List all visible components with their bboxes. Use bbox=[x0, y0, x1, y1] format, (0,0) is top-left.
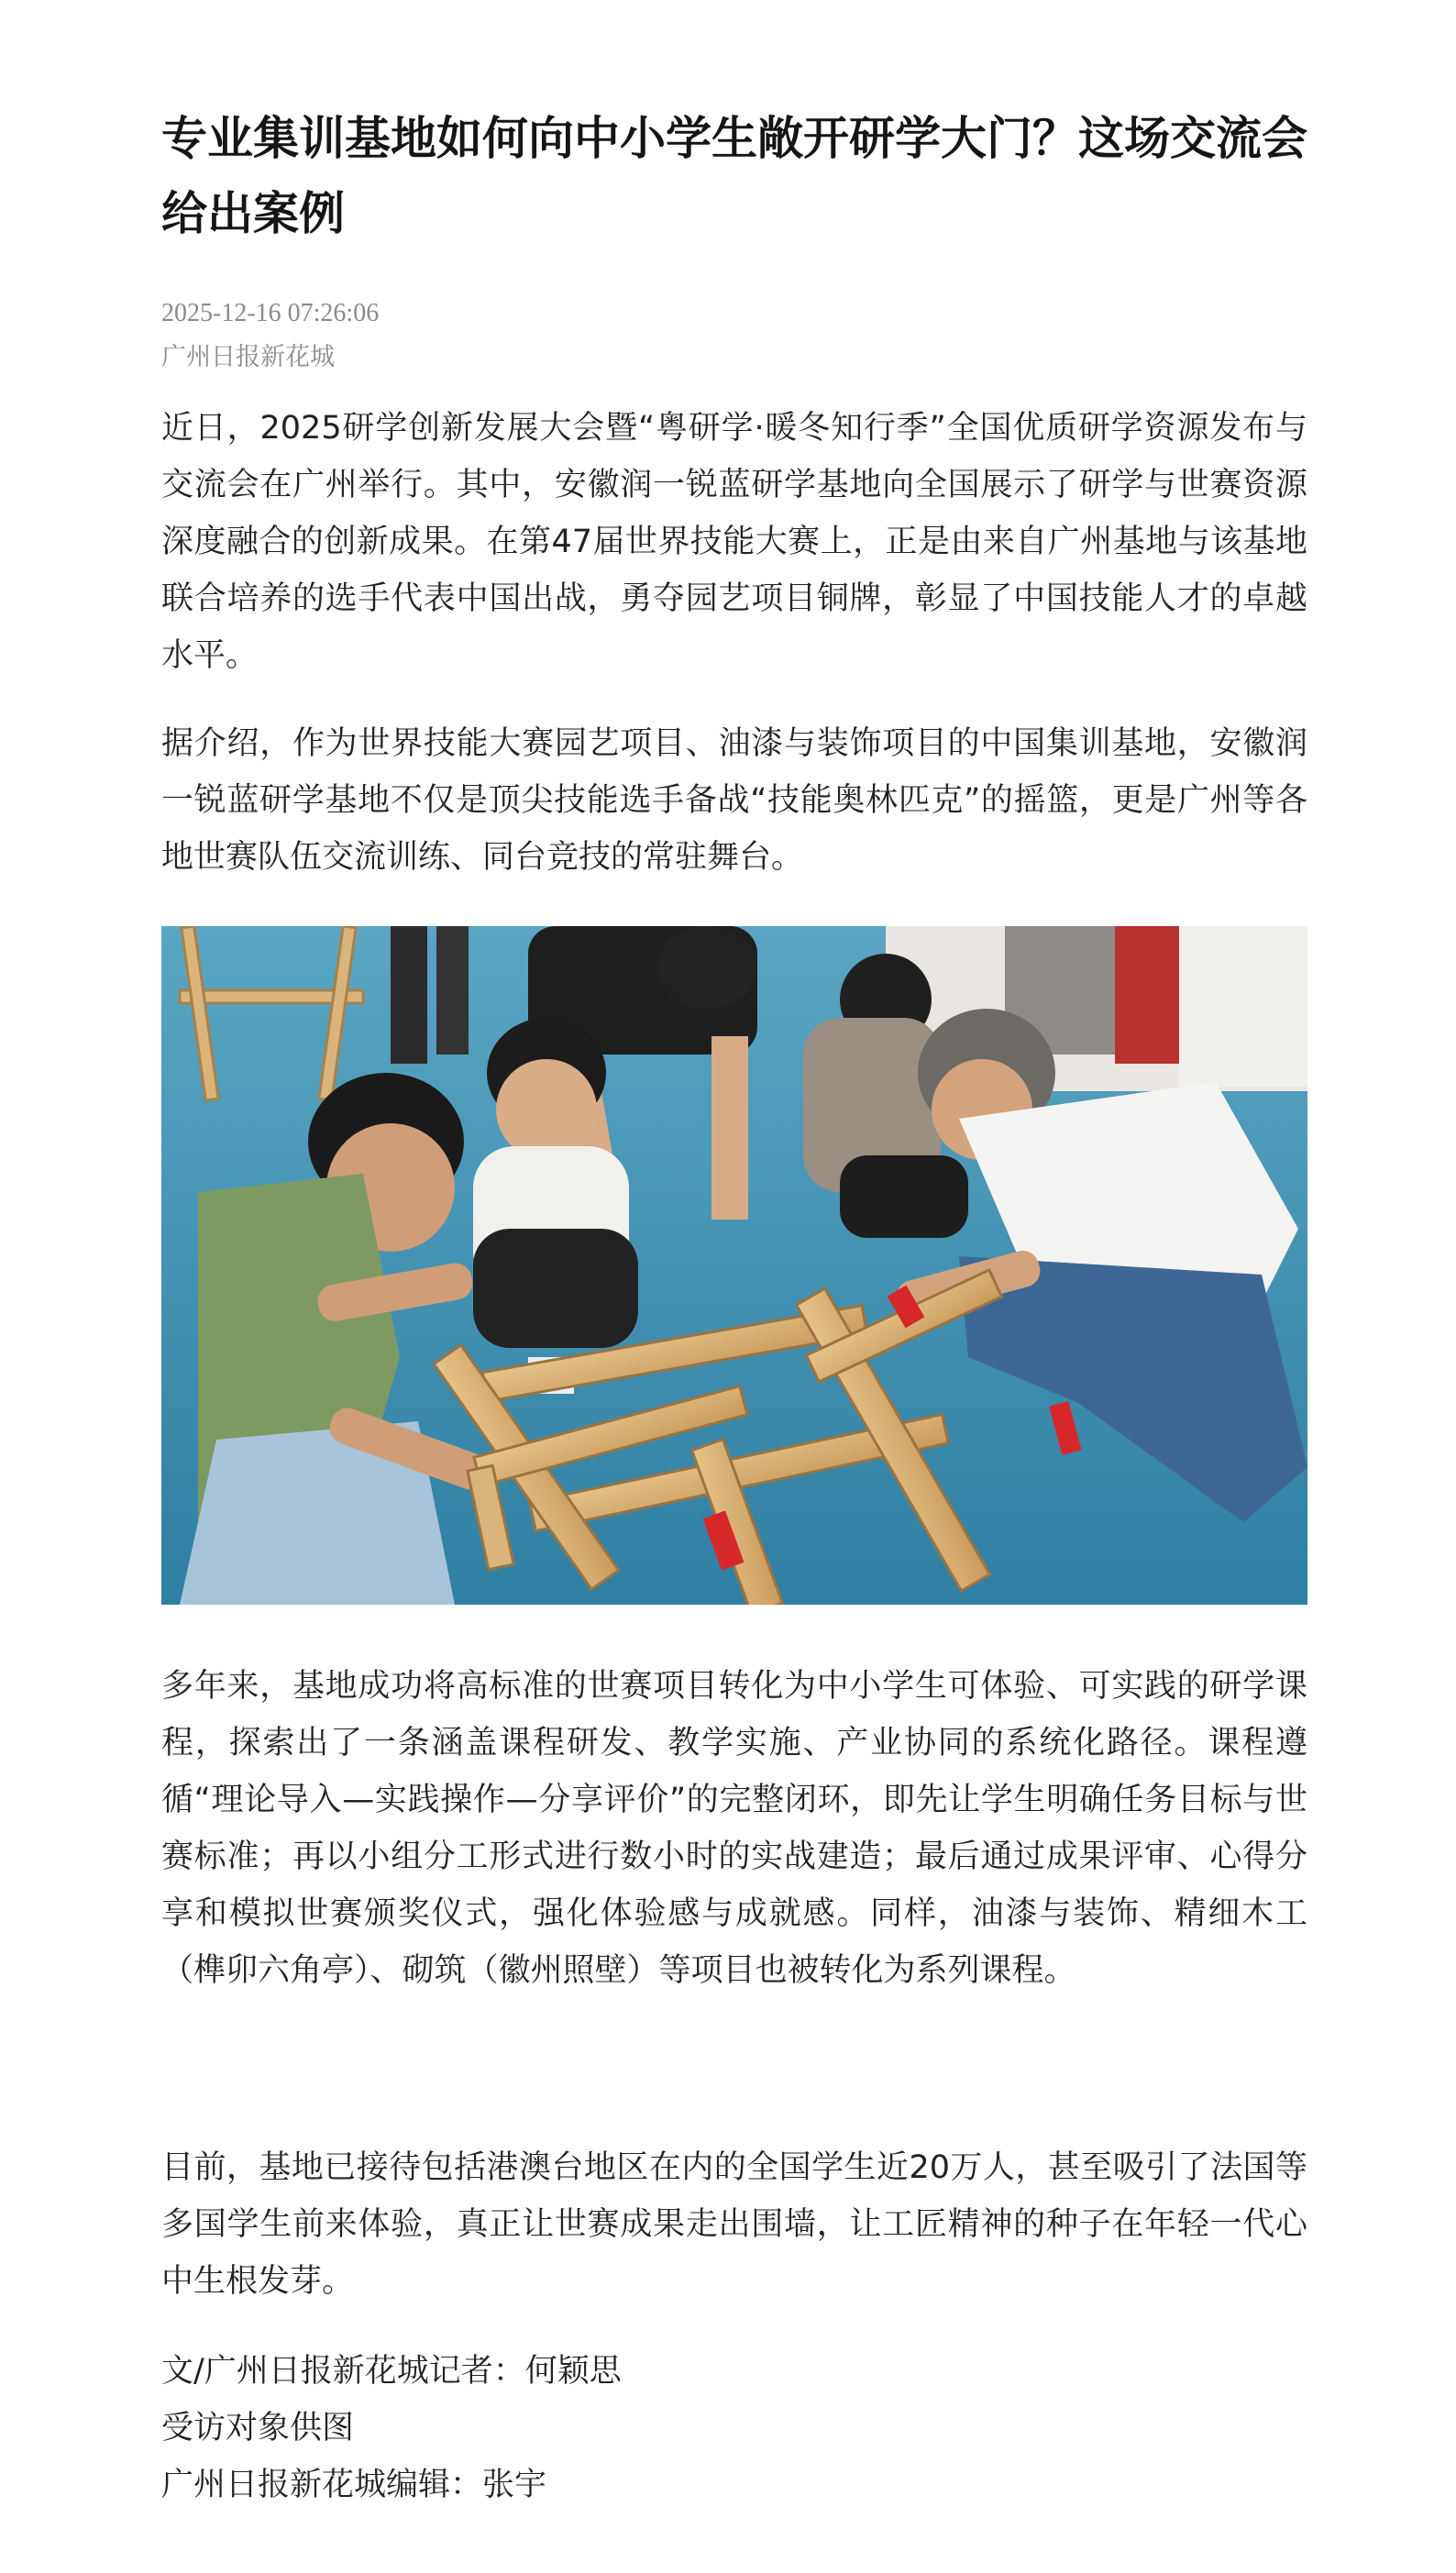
credit-photo: 受访对象供图 bbox=[161, 2410, 355, 2446]
paragraph-1: 近日，2025研学创新发展大会暨“粤研学·暖冬知行季”全国优质研学资源发布与交流会在广州举行。其中，安徽润一锐蓝研学基地向全国展示了研学与世赛资源深度融合的创新成果。在第47届世界技能大赛上，正是由来自广州基地与该基地联合培养的选手代表中国出战，勇夺园艺项目铜牌，彰显了中国技能人才的卓越水平。 bbox=[161, 410, 1307, 674]
credit-editor: 广州日报新花城编辑：张宇 bbox=[161, 2467, 547, 2503]
source-name: 广州日报新花城 bbox=[161, 343, 335, 371]
article-photo bbox=[161, 926, 1307, 1605]
paragraph-3: 多年来，基地成功将高标准的世赛项目转化为中小学生可体验、可实践的研学课程，探索出了一条涵盖课程研发、教学实施、产业协同的系统化路径。课程遵循“理论导入—实践操作—分享评价”的完整闭环，即先让学生明确任务目标与世赛标准；再以小组分工形式进行数小时的实战建造；最后通过成果评审、心得分享和模拟世赛颁奖仪式，强化体验感与成就感。同样，油漆与装饰、精细木工（榫卯六角亭）、砌筑（徽州照壁）等项目也被转化为系列课程。 bbox=[161, 1668, 1307, 1989]
credit-reporter: 文/广州日报新花城记者：何颖思 bbox=[161, 2353, 622, 2390]
paragraph-2: 据介绍，作为世界技能大赛园艺项目、油漆与装饰项目的中国集训基地，安徽润一锐蓝研学基地不仅是顶尖技能选手备战“技能奥林匹克”的摇篮，更是广州等各地世赛队伍交流训练、同台竞技的常驻舞台。 bbox=[161, 725, 1307, 876]
article-title: 专业集训基地如何向中小学生敞开研学大门？这场交流会给出案例 bbox=[161, 112, 1307, 240]
photo-students-building-wooden-frame bbox=[161, 926, 1307, 1605]
article-meta bbox=[161, 292, 379, 380]
publish-date: 2025-12-16 07:26:06 bbox=[161, 299, 380, 327]
paragraph-4: 目前，基地已接待包括港澳台地区在内的全国学生近20万人，甚至吸引了法国等多国学生前来体验，真正让世赛成果走出围墙，让工匠精神的种子在年轻一代心中生根发芽。 bbox=[161, 2149, 1307, 2300]
